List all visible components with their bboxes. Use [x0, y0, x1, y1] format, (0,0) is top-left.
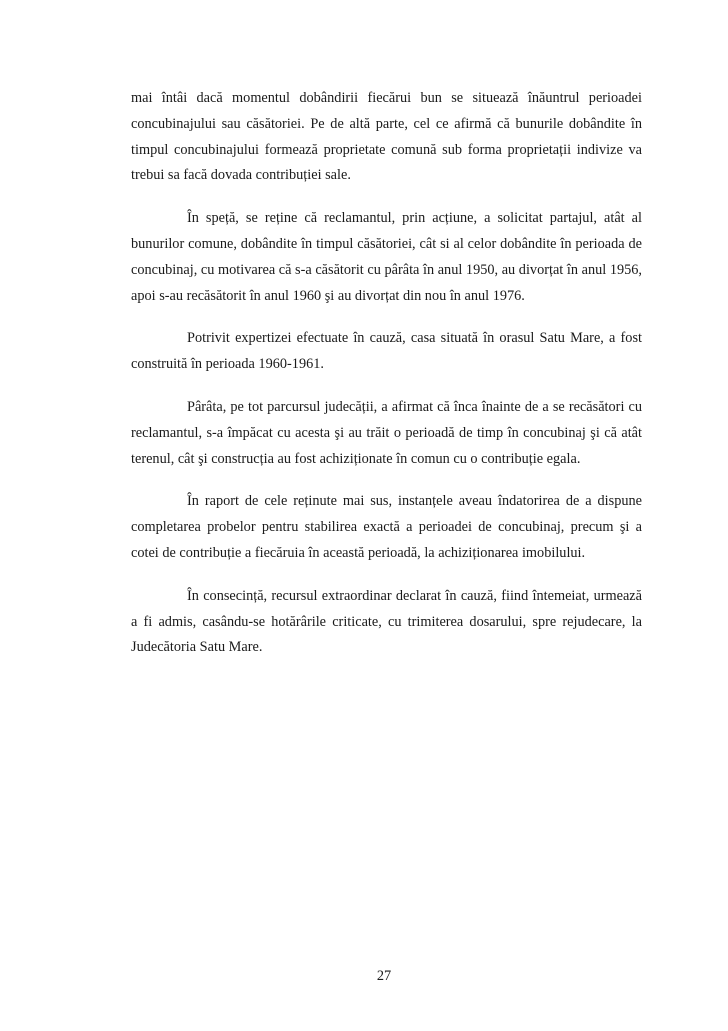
paragraph-continuation: mai întâi dacă momentul dobândirii fiecărui bun se situează înăuntrul perioadei concubinajului sau căsătoriei. Pe de altă parte, cel ce afirmă că bunurile dobândite în timpul concubinajului formează proprietate comună sub forma proprietații indivize va trebui sa facă dovada contribuției sale.: [131, 90, 642, 184]
document-body: [131, 86, 642, 661]
page-number: 27: [376, 968, 392, 984]
paragraph-conclusion: În consecință, recursul extraordinar declarat în cauză, fiind întemeiat, urmează a fi admis, casându-se hotărârile criticate, cu trimiterea dosarului, spre rejudecare, la Judecătoria Satu Mare.: [131, 587, 642, 656]
paragraph-case-facts: În speță, se reține că reclamantul, prin acțiune, a solicitat partajul, atât al bunurilor comune, dobândite în timpul căsătoriei, cât si al celor dobândite în perioada de concubinaj, cu motivarea că s-a căsătorit cu pârâta în anul 1950, au divorțat în anul 1956, apoi s-au recăsătorit în anul 1960 şi au divorțat din nou în anul 1976.: [131, 210, 642, 304]
paragraph-expertise: Potrivit expertizei efectuate în cauză, casa situată în orasul Satu Mare, a fost construită în perioada 1960-1961.: [131, 330, 642, 373]
paragraph-court-duty: În raport de cele reținute mai sus, instanțele aveau îndatorirea de a dispune completarea probelor pentru stabilirea exactă a perioadei de concubinaj, precum şi a cotei de contribuție a fiecăruia în această perioadă, la achiziționarea imobilului.: [131, 493, 642, 561]
paragraph-defendant-claim: Pârâta, pe tot parcursul judecății, a afirmat că înca înainte de a se recăsători cu reclamantul, s-a împăcat cu acesta şi au trăit o perioadă de timp în concubinaj şi că atât terenul, cât şi construcția au fost achiziționate în comun cu o contribuție egala.: [131, 398, 642, 467]
